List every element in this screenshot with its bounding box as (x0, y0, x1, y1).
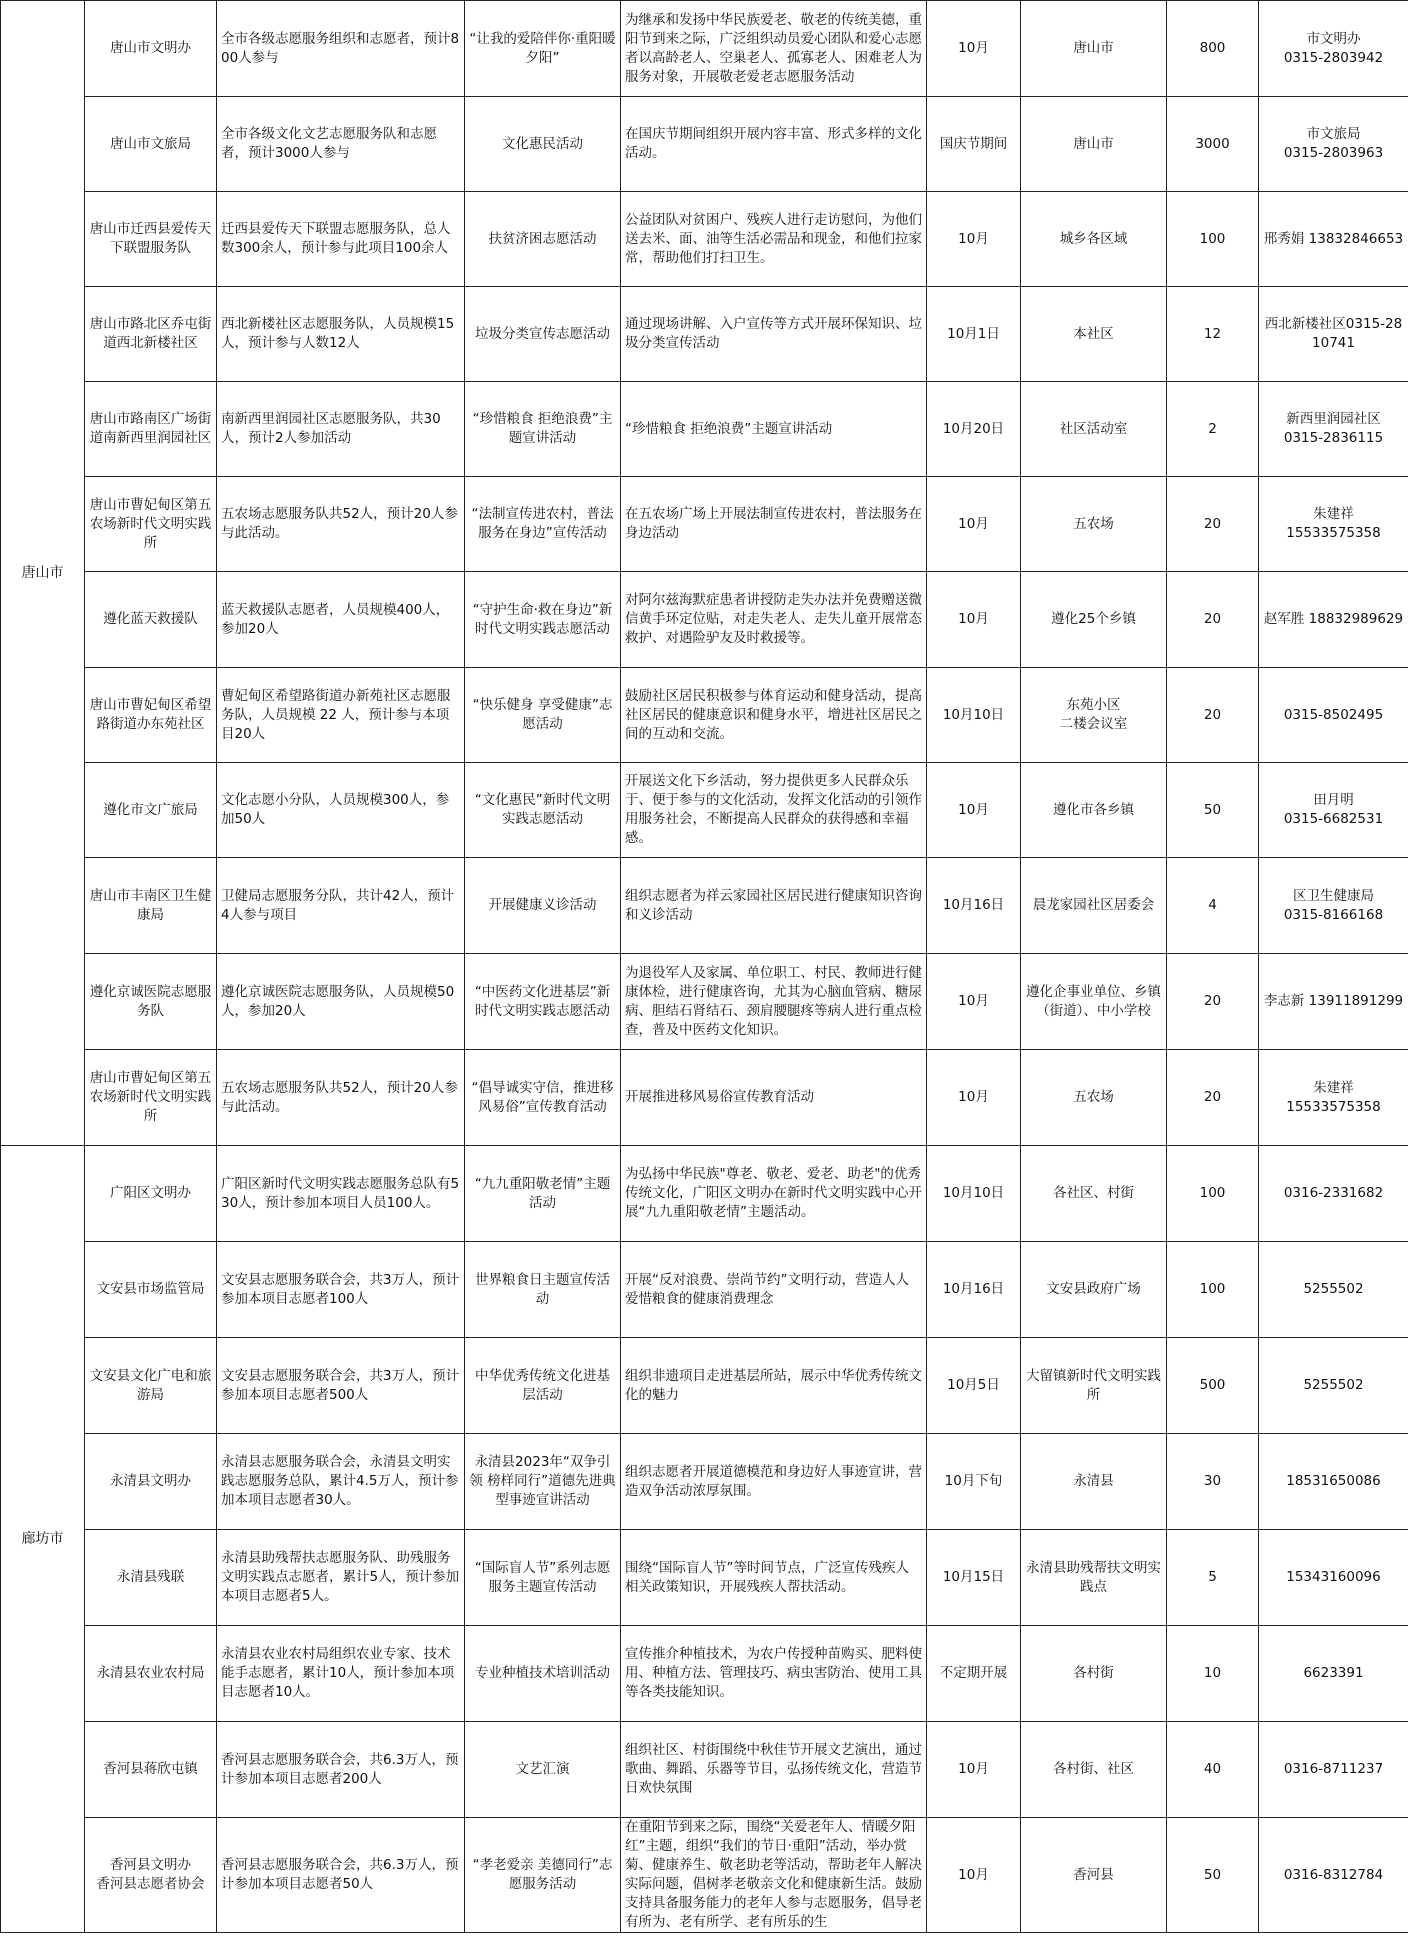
cell-time: 10月 (927, 572, 1021, 668)
cell-time: 10月1日 (927, 287, 1021, 382)
cell-team: 文安县志愿服务联合会，共3万人，预计参加本项目志愿者100人 (217, 1242, 465, 1338)
cell-count: 20 (1167, 954, 1259, 1050)
cell-contact: 市文旅局 0315-2803963 (1259, 97, 1408, 192)
cell-contact: 0316-8711237 (1259, 1722, 1408, 1818)
cell-count: 12 (1167, 287, 1259, 382)
cell-contact: 李志新 13911891299 (1259, 954, 1408, 1050)
cell-time: 10月10日 (927, 668, 1021, 763)
cell-unit: 永清县文明办 (85, 1434, 217, 1530)
cell-contact: 5255502 (1259, 1242, 1408, 1338)
cell-unit: 遵化京诚医院志愿服务队 (85, 954, 217, 1050)
cell-contact: 新西里润园社区 0315-2836115 (1259, 382, 1408, 477)
cell-count: 3000 (1167, 97, 1259, 192)
table-row (1, 858, 1408, 954)
cell-time: 10月20日 (927, 382, 1021, 477)
cell-time: 10月10日 (927, 1146, 1021, 1242)
cell-team: 西北新楼社区志愿服务队，人员规模15人，预计参与人数12人 (217, 287, 465, 382)
table-row (1, 1050, 1408, 1146)
cell-time: 10月16日 (927, 858, 1021, 954)
cell-content: “珍惜粮食 拒绝浪费”主题宣讲活动 (621, 382, 927, 477)
cell-activity-name: 垃圾分类宣传志愿活动 (465, 287, 621, 382)
cell-count: 2 (1167, 382, 1259, 477)
cell-contact: 18531650086 (1259, 1434, 1408, 1530)
cell-content: 开展送文化下乡活动，努力提供更多人民群众乐于、便于参与的文化活动，发挥文化活动的引领作用服务社会，不断提高人民群众的获得感和幸福感。 (621, 763, 927, 858)
cell-time: 10月下旬 (927, 1434, 1021, 1530)
cell-place: 大留镇新时代文明实践所 (1021, 1338, 1167, 1434)
cell-city: 唐山市 (1, 1, 85, 1146)
cell-count: 800 (1167, 1, 1259, 97)
cell-activity-name: 开展健康义诊活动 (465, 858, 621, 954)
cell-activity-name: 文化惠民活动 (465, 97, 621, 192)
cell-contact: 15343160096 (1259, 1530, 1408, 1626)
cell-place: 遵化企事业单位、乡镇（街道）、中小学校 (1021, 954, 1167, 1050)
cell-time: 10月 (927, 1722, 1021, 1818)
cell-activity-name: 永清县2023年“双争引领 榜样同行”道德先进典型事迹宣讲活动 (465, 1434, 621, 1530)
cell-time: 10月 (927, 954, 1021, 1050)
cell-team: 卫健局志愿服务分队，共计42人，预计4人参与项目 (217, 858, 465, 954)
table-row (1, 1146, 1408, 1242)
cell-count: 20 (1167, 572, 1259, 668)
cell-content: 为继承和发扬中华民族爱老、敬老的传统美德，重阳节到来之际，广泛组织动员爱心团队和爱心志愿者以高龄老人、空巢老人、孤寡老人、困难老人为服务对象，开展敬老爱老志愿服务活动 (621, 1, 927, 97)
cell-count: 30 (1167, 1434, 1259, 1530)
cell-count: 40 (1167, 1722, 1259, 1818)
cell-place: 五农场 (1021, 477, 1167, 572)
cell-team: 永清县助残帮扶志愿服务队、助残服务文明实践点志愿者，累计5人，预计参加本项目志愿者5人。 (217, 1530, 465, 1626)
cell-count: 100 (1167, 1146, 1259, 1242)
cell-contact: 0316-2331682 (1259, 1146, 1408, 1242)
table-body (1, 1, 1408, 1933)
cell-contact: 0316-8312784 (1259, 1818, 1408, 1933)
cell-time: 10月 (927, 763, 1021, 858)
cell-place: 香河县 (1021, 1818, 1167, 1933)
table-row (1, 477, 1408, 572)
cell-contact: 0315-8502495 (1259, 668, 1408, 763)
cell-content: 组织志愿者开展道德模范和身边好人事迹宣讲，营造双争活动浓厚氛围。 (621, 1434, 927, 1530)
cell-count: 100 (1167, 192, 1259, 287)
cell-contact: 朱建祥 15533575358 (1259, 477, 1408, 572)
cell-time: 国庆节期间 (927, 97, 1021, 192)
cell-count: 5 (1167, 1530, 1259, 1626)
table-row (1, 668, 1408, 763)
cell-content: 开展“反对浪费、崇尚节约”文明行动，营造人人爱惜粮食的健康消费理念 (621, 1242, 927, 1338)
cell-activity-name: “倡导诚实守信，推进移风易俗”宣传教育活动 (465, 1050, 621, 1146)
cell-team: 文安县志愿服务联合会，共3万人，预计参加本项目志愿者500人 (217, 1338, 465, 1434)
cell-unit: 永清县农业农村局 (85, 1626, 217, 1722)
cell-place: 社区活动室 (1021, 382, 1167, 477)
cell-place: 各村街、社区 (1021, 1722, 1167, 1818)
cell-team: 文化志愿小分队，人员规模300人，参加50人 (217, 763, 465, 858)
cell-count: 20 (1167, 668, 1259, 763)
cell-place: 本社区 (1021, 287, 1167, 382)
cell-team: 曹妃甸区希望路街道办新苑社区志愿服务队，人员规模 22 人，预计参与本项目20人 (217, 668, 465, 763)
cell-time: 10月 (927, 477, 1021, 572)
cell-contact: 市文明办 0315-2803942 (1259, 1, 1408, 97)
cell-team: 香河县志愿服务联合会，共6.3万人，预计参加本项目志愿者200人 (217, 1722, 465, 1818)
cell-count: 100 (1167, 1242, 1259, 1338)
cell-content: 开展推进移风易俗宣传教育活动 (621, 1050, 927, 1146)
cell-team: 迁西县爱传天下联盟志愿服务队，总人数300余人，预计参与此项目100余人 (217, 192, 465, 287)
cell-place: 城乡各区域 (1021, 192, 1167, 287)
cell-content: 在重阳节到来之际，围绕“关爱老年人、情暖夕阳红”主题，组织“我们的节日·重阳”活动，举办赏菊、健康养生、敬老助老等活动，帮助老年人解决实际问题，倡树孝老敬亲文化和健康新生活。鼓励支持具备服务能力的老年人参与志愿服务，倡导老有所为、老有所学、老有所乐的生 (621, 1818, 927, 1933)
cell-place: 各社区、村街 (1021, 1146, 1167, 1242)
cell-unit: 香河县蒋欣屯镇 (85, 1722, 217, 1818)
cell-unit: 永清县残联 (85, 1530, 217, 1626)
table-row (1, 1818, 1408, 1933)
cell-place: 唐山市 (1021, 1, 1167, 97)
cell-time: 10月 (927, 192, 1021, 287)
table-row (1, 287, 1408, 382)
cell-unit: 唐山市曹妃甸区第五农场新时代文明实践所 (85, 477, 217, 572)
cell-place: 东苑小区 二楼会议室 (1021, 668, 1167, 763)
cell-content: 鼓励社区居民积极参与体育运动和健身活动，提高社区居民的健康意识和健身水平，增进社区居民之间的互动和交流。 (621, 668, 927, 763)
cell-team: 永清县农业农村局组织农业专家、技术能手志愿者，累计10人，预计参加本项目志愿者10人。 (217, 1626, 465, 1722)
table-row (1, 1434, 1408, 1530)
cell-time: 10月5日 (927, 1338, 1021, 1434)
cell-time: 10月 (927, 1818, 1021, 1933)
cell-activity-name: “珍惜粮食 拒绝浪费”主题宣讲活动 (465, 382, 621, 477)
cell-team: 全市各级志愿服务组织和志愿者，预计800人参与 (217, 1, 465, 97)
table-row (1, 97, 1408, 192)
cell-team: 广阳区新时代文明实践志愿服务总队有530人，预计参加本项目人员100人。 (217, 1146, 465, 1242)
cell-unit: 唐山市文明办 (85, 1, 217, 97)
cell-count: 50 (1167, 763, 1259, 858)
cell-team: 五农场志愿服务队共52人，预计20人参与此活动。 (217, 477, 465, 572)
cell-content: 在国庆节期间组织开展内容丰富、形式多样的文化活动。 (621, 97, 927, 192)
cell-unit: 唐山市曹妃甸区第五农场新时代文明实践所 (85, 1050, 217, 1146)
cell-activity-name: “守护生命·救在身边”新时代文明实践志愿活动 (465, 572, 621, 668)
cell-activity-name: “法制宣传进农村，普法服务在身边”宣传活动 (465, 477, 621, 572)
cell-activity-name: “九九重阳敬老情”主题活动 (465, 1146, 621, 1242)
cell-content: 组织非遗项目走进基层所站，展示中华优秀传统文化的魅力 (621, 1338, 927, 1434)
cell-activity-name: “孝老爱亲 美德同行”志愿服务活动 (465, 1818, 621, 1933)
cell-place: 唐山市 (1021, 97, 1167, 192)
cell-content: 为退役军人及家属、单位职工、村民、教师进行健康体检，进行健康咨询，尤其为心脑血管病、糖尿病、胆结石肾结石、颈肩腰腿疼等病人进行重点检查，普及中医药文化知识。 (621, 954, 927, 1050)
table-row (1, 1, 1408, 97)
cell-unit: 香河县文明办 香河县志愿者协会 (85, 1818, 217, 1933)
cell-activity-name: 文艺汇演 (465, 1722, 621, 1818)
cell-unit: 唐山市丰南区卫生健康局 (85, 858, 217, 954)
cell-place: 永清县 (1021, 1434, 1167, 1530)
cell-activity-name: 扶贫济困志愿活动 (465, 192, 621, 287)
cell-unit: 文安县市场监管局 (85, 1242, 217, 1338)
cell-city: 廊坊市 (1, 1146, 85, 1933)
cell-unit: 遵化蓝天救援队 (85, 572, 217, 668)
cell-team: 永清县志愿服务联合会，永清县文明实践志愿服务总队，累计4.5万人，预计参加本项目志愿者30人。 (217, 1434, 465, 1530)
cell-time: 10月16日 (927, 1242, 1021, 1338)
cell-count: 20 (1167, 1050, 1259, 1146)
cell-activity-name: 世界粮食日主题宣传活动 (465, 1242, 621, 1338)
table-row (1, 382, 1408, 477)
cell-team: 遵化京诚医院志愿服务队，人员规模50人，参加20人 (217, 954, 465, 1050)
cell-contact: 西北新楼社区0315-2810741 (1259, 287, 1408, 382)
cell-content: 在五农场广场上开展法制宣传进农村，普法服务在身边活动 (621, 477, 927, 572)
table-row (1, 1338, 1408, 1434)
cell-contact: 田月明 0315-6682531 (1259, 763, 1408, 858)
cell-activity-name: “中医药文化进基层”新时代文明实践志愿活动 (465, 954, 621, 1050)
cell-unit: 广阳区文明办 (85, 1146, 217, 1242)
cell-content: 宣传推介种植技术，为农户传授种苗购买、肥料使用、种植方法、管理技巧、病虫害防治、使用工具等各类技能知识。 (621, 1626, 927, 1722)
cell-contact: 6623391 (1259, 1626, 1408, 1722)
table-row (1, 1530, 1408, 1626)
cell-contact: 邢秀娟 13832846653 (1259, 192, 1408, 287)
cell-content: 围绕“国际盲人节”等时间节点，广泛宣传残疾人相关政策知识，开展残疾人帮扶活动。 (621, 1530, 927, 1626)
table-row (1, 572, 1408, 668)
cell-place: 晨龙家园社区居委会 (1021, 858, 1167, 954)
cell-unit: 唐山市迁西县爱传天下联盟服务队 (85, 192, 217, 287)
table-row (1, 954, 1408, 1050)
cell-content: 为弘扬中华民族"尊老、敬老、爱老、助老"的优秀传统文化，广阳区文明办在新时代文明实践中心开展“九九重阳敬老情”主题活动。 (621, 1146, 927, 1242)
cell-unit: 唐山市路南区广场街道南新西里润园社区 (85, 382, 217, 477)
table-row (1, 1722, 1408, 1818)
cell-team: 蓝天救援队志愿者，人员规模400人，参加20人 (217, 572, 465, 668)
cell-time: 10月 (927, 1050, 1021, 1146)
cell-team: 五农场志愿服务队共52人，预计20人参与此活动。 (217, 1050, 465, 1146)
cell-time: 10月15日 (927, 1530, 1021, 1626)
cell-unit: 遵化市文广旅局 (85, 763, 217, 858)
cell-content: 对阿尔兹海默症患者讲授防走失办法并免费赠送微信黄手环定位贴，对走失老人、走失儿童开展常态救护、对遇险驴友及时救援等。 (621, 572, 927, 668)
cell-unit: 唐山市曹妃甸区希望路街道办东苑社区 (85, 668, 217, 763)
cell-activity-name: 专业种植技术培训活动 (465, 1626, 621, 1722)
cell-content: 组织志愿者为祥云家园社区居民进行健康知识咨询和义诊活动 (621, 858, 927, 954)
cell-team: 南新西里润园社区志愿服务队，共30人，预计2人参加活动 (217, 382, 465, 477)
table-row (1, 1242, 1408, 1338)
cell-activity-name: “快乐健身 享受健康”志愿活动 (465, 668, 621, 763)
cell-unit: 唐山市路北区乔屯街道西北新楼社区 (85, 287, 217, 382)
cell-count: 50 (1167, 1818, 1259, 1933)
cell-time: 不定期开展 (927, 1626, 1021, 1722)
cell-contact: 区卫生健康局 0315-8166168 (1259, 858, 1408, 954)
cell-count: 500 (1167, 1338, 1259, 1434)
cell-contact: 5255502 (1259, 1338, 1408, 1434)
cell-place: 五农场 (1021, 1050, 1167, 1146)
cell-content: 组织社区、村街围绕中秋佳节开展文艺演出，通过歌曲、舞蹈、乐器等节目，弘扬传统文化，营造节日欢快氛围 (621, 1722, 927, 1818)
cell-place: 遵化25个乡镇 (1021, 572, 1167, 668)
cell-place: 永清县助残帮扶文明实践点 (1021, 1530, 1167, 1626)
cell-activity-name: “国际盲人节”系列志愿服务主题宣传活动 (465, 1530, 621, 1626)
cell-count: 4 (1167, 858, 1259, 954)
cell-contact: 赵军胜 18832989629 (1259, 572, 1408, 668)
cell-place: 文安县政府广场 (1021, 1242, 1167, 1338)
table-row (1, 763, 1408, 858)
cell-contact: 朱建祥 15533575358 (1259, 1050, 1408, 1146)
table-row (1, 192, 1408, 287)
cell-unit: 唐山市文旅局 (85, 97, 217, 192)
cell-content: 通过现场讲解、入户宣传等方式开展环保知识、垃圾分类宣传活动 (621, 287, 927, 382)
cell-team: 全市各级文化文艺志愿服务队和志愿者，预计3000人参与 (217, 97, 465, 192)
cell-place: 遵化市各乡镇 (1021, 763, 1167, 858)
cell-activity-name: 中华优秀传统文化进基层活动 (465, 1338, 621, 1434)
cell-count: 20 (1167, 477, 1259, 572)
cell-count: 10 (1167, 1626, 1259, 1722)
cell-activity-name: “让我的爱陪伴你·重阳暖夕阳” (465, 1, 621, 97)
cell-unit: 文安县文化广电和旅游局 (85, 1338, 217, 1434)
cell-time: 10月 (927, 1, 1021, 97)
cell-place: 各村街 (1021, 1626, 1167, 1722)
cell-team: 香河县志愿服务联合会，共6.3万人，预计参加本项目志愿者50人 (217, 1818, 465, 1933)
table-row (1, 1626, 1408, 1722)
cell-activity-name: “文化惠民”新时代文明实践志愿活动 (465, 763, 621, 858)
cell-content: 公益团队对贫困户、残疾人进行走访慰问，为他们送去米、面、油等生活必需品和现金，和他们拉家常，帮助他们打扫卫生。 (621, 192, 927, 287)
